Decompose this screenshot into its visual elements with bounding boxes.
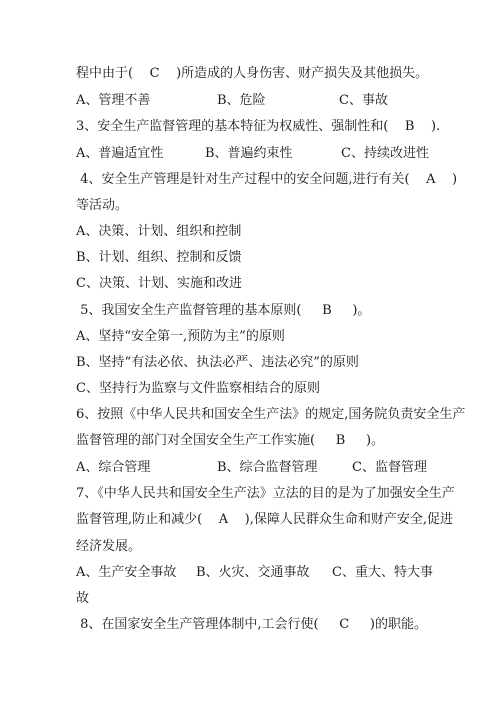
q5-option-a: A、坚持“安全第一,预防为主”的原则: [76, 329, 285, 344]
question-3-stem: 3、安全生产监督管理的基本特征为权威性、强制性和( B ).: [76, 119, 441, 134]
q2-option-b: B、危险: [217, 93, 266, 108]
question-5-stem: 5、我国安全生产监督管理的基本原则( B )。: [76, 303, 371, 318]
q4-option-b: B、计划、组织、控制和反馈: [76, 250, 242, 265]
question-7-stem-end: 经济发展。: [76, 539, 142, 554]
q3-option-b: B、普遍约束性: [205, 146, 293, 161]
q6-option-c: C、监督管理: [352, 460, 427, 475]
q7-option-c: C、重大、特大事: [332, 565, 433, 580]
question-6-stem-cont: 监督管理的部门对全国安全生产工作实施( B )。: [76, 433, 385, 448]
q6-option-a: A、综合管理: [76, 460, 151, 475]
question-4-stem-cont: 等活动。: [76, 198, 129, 213]
q6-option-b: B、综合监督管理: [217, 460, 318, 475]
question-8-stem: 8、在国家安全生产管理体制中,工会行使( C )的职能。: [76, 617, 427, 632]
question-7-stem: 7、《中华人民共和国安全生产法》立法的目的是为了加强安全生产: [76, 486, 455, 501]
q4-option-c: C、决策、计划、实施和改进: [76, 276, 242, 291]
q7-option-c-cont: 故: [76, 591, 90, 606]
question-4-stem: 4、安全生产管理是针对生产过程中的安全问题,进行有关( A ): [76, 172, 458, 187]
q5-option-b: B、坚持“有法必依、执法必严、违法必究”的原则: [76, 355, 359, 370]
q3-option-a: A、普遍适宜性: [76, 146, 164, 161]
q7-option-a: A、生产安全事故: [76, 565, 177, 580]
q5-option-c: C、坚持行为监察与文件监察相结合的原则: [76, 381, 320, 396]
q2-option-a: A、管理不善: [76, 93, 151, 108]
q2-option-c: C、事故: [339, 93, 388, 108]
q3-option-c: C、持续改进性: [341, 146, 429, 161]
q4-option-a: A、决策、计划、组织和控制: [76, 224, 242, 239]
question-2-stem-end: 程中由于( C )所造成的人身伤害、财产损失及其他损失。: [76, 66, 429, 81]
question-6-stem: 6、按照《中华人民共和国安全生产法》的规定,国务院负责安全生产: [76, 407, 466, 422]
question-7-stem-cont: 监督管理,防止和减少( A ),保障人民群众生命和财产安全,促进: [76, 512, 453, 527]
q7-option-b: B、火灾、交通事故: [196, 565, 310, 580]
